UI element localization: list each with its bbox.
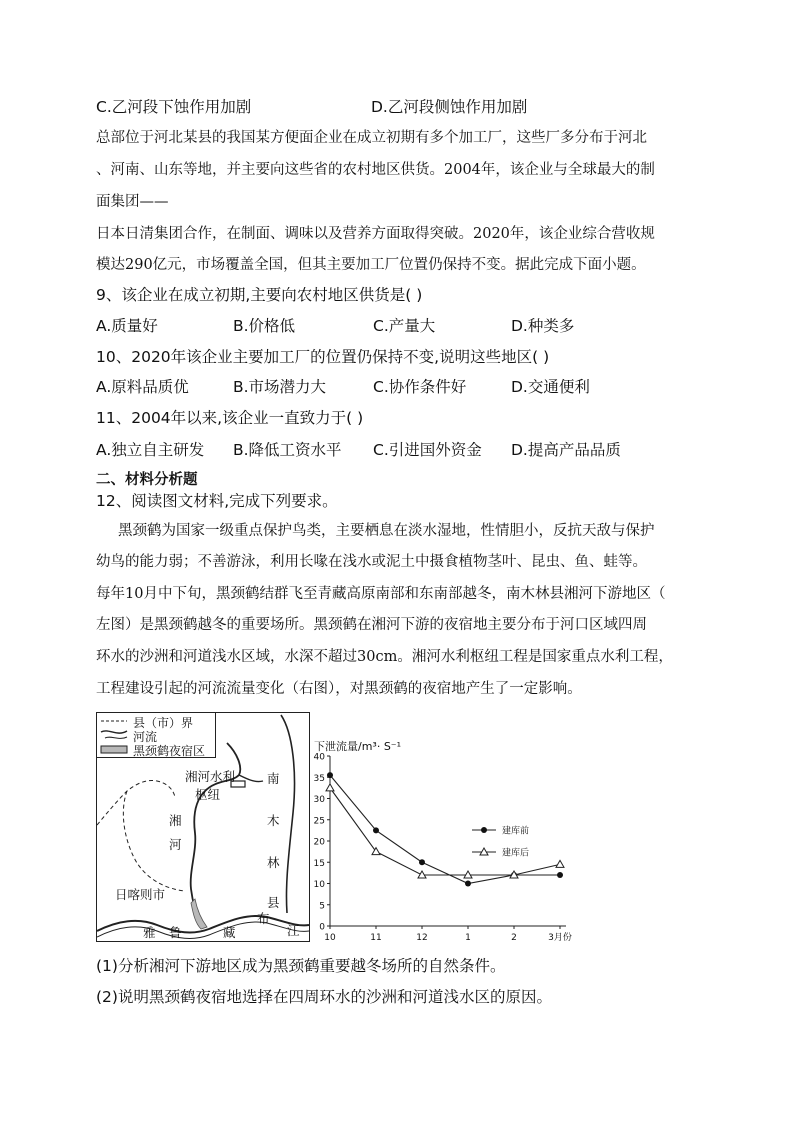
material-line-6: 工程建设引起的河流流量变化（右图），对黑颈鹤的夜宿地产生了一定影响。	[96, 681, 582, 697]
legend-marker-1	[481, 827, 487, 833]
passage-line-1: 总部位于河北某县的我国某方便面企业在成立初期有多个加工厂，这些厂多分布于河北	[96, 130, 647, 146]
question-12-stem: 12、阅读图文材料,完成下列要求。	[96, 492, 338, 510]
label-river-2: 河	[169, 837, 182, 852]
y-tick-label: 30	[313, 795, 325, 805]
series-1-point	[373, 827, 379, 833]
label-county-2: 木	[267, 813, 280, 828]
x-tick-label: 1	[465, 933, 471, 943]
material-line-1: 黑颈鹤为国家一级重点保护鸟类，主要栖息在淡水湿地，性情胆小，反抗天敌与保护	[118, 523, 655, 539]
label-county-4: 县	[267, 895, 280, 910]
passage-line-3: 面集团——	[96, 194, 169, 210]
y-tick-label: 35	[313, 773, 325, 784]
label-yarlung-5: 江	[287, 923, 300, 938]
label-yarlung-3: 藏	[223, 925, 236, 940]
series-1-point	[419, 859, 425, 865]
q11-option-c: C.引进国外资金	[373, 441, 482, 459]
crane-roost-area	[191, 899, 207, 929]
question-10-stem: 10、2020年该企业主要加工厂的位置仍保持不变,说明这些地区( )	[96, 348, 550, 366]
option-c: C.乙河段下蚀作用加剧	[96, 98, 252, 116]
county-boundary	[97, 780, 175, 825]
y-tick-label: 40	[313, 752, 325, 763]
east-river	[281, 715, 295, 913]
material-line-2: 幼鸟的能力弱；不善游泳，利用长喙在浅水或泥土中摄食植物茎叶、昆虫、鱼、蛙等。	[96, 554, 647, 570]
y-tick-label: 0	[319, 922, 325, 933]
x-tick-label: 11	[370, 933, 382, 943]
q10-option-d: D.交通便利	[511, 378, 590, 396]
legend-boundary: 县（市）界	[133, 716, 194, 730]
q10-option-c: C.协作条件好	[373, 378, 467, 396]
q10-option-a: A.原料品质优	[96, 378, 189, 396]
x-tick-label: 3月份	[548, 933, 572, 943]
passage-line-2: 、河南、山东等地，并主要向这些省的农村地区供货。2004年，该企业与全球最大的制	[96, 162, 655, 178]
material-line-4: 左图）是黑颈鹤越冬的重要场所。黑颈鹤在湘河下游的夜宿地主要分布于河口区域四周	[96, 617, 647, 633]
series-1-point	[465, 881, 471, 887]
y-tick-label: 25	[313, 816, 325, 827]
q11-option-b: B.降低工资水平	[233, 441, 342, 459]
label-river-1: 湘	[169, 813, 182, 828]
q9-option-b: B.价格低	[233, 317, 296, 335]
series-2-point	[556, 860, 564, 867]
label-county-1: 南	[267, 771, 280, 786]
label-city: 日喀则市	[115, 887, 166, 902]
series-1-point	[327, 772, 333, 778]
option-d: D.乙河段侧蚀作用加剧	[371, 98, 528, 116]
chart-svg	[312, 712, 606, 944]
label-dam-2: 枢纽	[195, 787, 221, 802]
material-line-5: 环水的沙洲和河道浅水区域，水深不超过30cm。湘河水利枢纽工程是国家重点水利工程，	[96, 649, 673, 665]
y-tick-label: 20	[313, 837, 325, 848]
sub-question-1: (1)分析湘河下游地区成为黑颈鹤重要越冬场所的自然条件。	[96, 957, 506, 975]
q10-option-b: B.市场潜力大	[233, 378, 327, 396]
q11-option-a: A.独立自主研发	[96, 441, 205, 459]
q9-option-a: A.质量好	[96, 317, 158, 335]
discharge-chart	[312, 712, 606, 944]
xianghe-map	[96, 712, 310, 942]
y-axis-label: 下泄流量/m³· S⁻¹	[314, 740, 402, 753]
legend-river: 河流	[133, 730, 158, 744]
passage-line-4: 日本日清集团合作，在制面、调味以及营养方面取得突破。2020年，该企业综合营收规	[96, 226, 655, 242]
q11-option-d: D.提高产品品质	[511, 441, 621, 459]
y-tick-label: 10	[313, 880, 325, 890]
map-legend	[97, 713, 216, 758]
sub-question-2: (2)说明黑颈鹤夜宿地选择在四周环水的沙洲和河道浅水区的原因。	[96, 988, 552, 1006]
y-tick-label: 5	[319, 901, 325, 912]
x-tick-label: 12	[416, 933, 428, 943]
y-tick-label: 15	[313, 858, 325, 869]
legend-label-2: 建库后	[502, 848, 530, 859]
x-tick-label: 10	[324, 933, 336, 943]
q9-option-d: D.种类多	[511, 317, 575, 335]
material-line-3: 每年10月中下旬，黑颈鹤结群飞至青藏高原南部和东南部越冬，南木林县湘河下游地区（	[96, 586, 666, 602]
legend-label-1: 建库前	[502, 826, 530, 837]
label-yarlung-1: 雅	[143, 925, 156, 940]
label-county-3: 林	[267, 855, 280, 870]
series-2-point	[326, 784, 334, 791]
question-11-stem: 11、2004年以来,该企业一直致力于( )	[96, 409, 364, 427]
x-tick-label: 2	[511, 933, 517, 943]
q9-option-c: C.产量大	[373, 317, 436, 335]
label-dam: 湘河水利	[185, 769, 236, 784]
figure	[96, 712, 606, 944]
label-yarlung-4: 布	[257, 911, 270, 926]
section-heading: 二、材料分析题	[96, 472, 198, 488]
legend-roost: 黑颈鹤夜宿区	[133, 744, 206, 758]
question-9-stem: 9、该企业在成立初期,主要向农村地区供货是( )	[96, 286, 423, 304]
label-yarlung-2: 鲁	[169, 925, 182, 940]
passage-line-5: 模达290亿元，市场覆盖全国，但其主要加工厂位置仍保持不变。据此完成下面小题。	[96, 257, 646, 273]
series-1-point	[557, 872, 563, 878]
